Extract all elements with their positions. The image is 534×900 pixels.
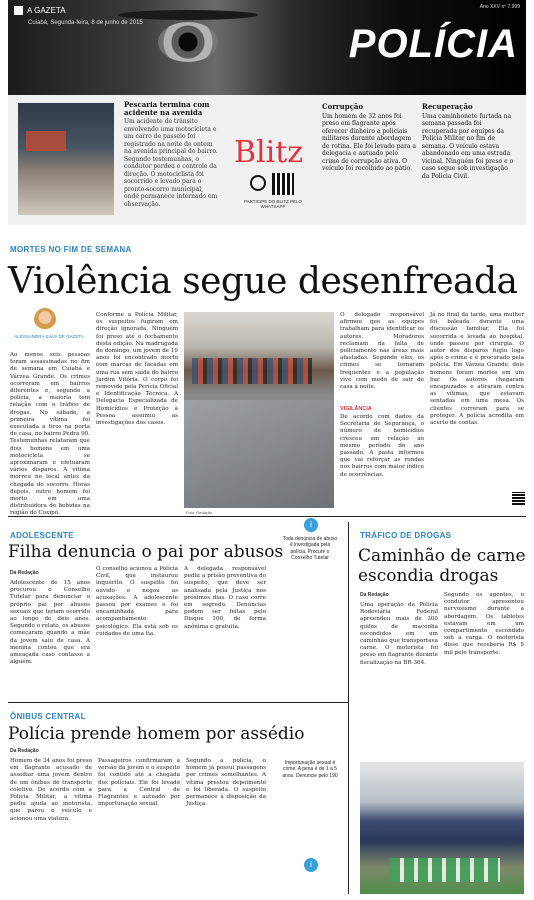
main-col-1: Ao menos seis pessoas foram assassinadas no fim de semana em Cuiabá e Várzea Grande. Os crimes ocorreram em bairros diferentes e, segundo a polícia, a maioria tem relação com o tráfico de drogas. No sábado, a primeira vítima foi executada a tiros na porta de casa, no bairro Pedra 90. Testemunhas relataram que dois homens em uma motocicleta se aproximaram e efetuaram vários disparos. A vítima morreu no local antes da chegada do socorro. Horas depois, outro homem foi morto em uma distribuidora de bebidas na região do Coxipó. xyxy=(10,352,90,517)
masthead-name: A GAZETA xyxy=(27,6,66,15)
main-headline: Violência segue desenfreada xyxy=(8,261,518,302)
issue-date: Cuiabá, Segunda-feira, 8 de junho de 2015 xyxy=(28,20,143,26)
strip-col-corruption-title: Corrupção xyxy=(322,102,364,111)
header-art-eye xyxy=(158,22,218,62)
issue-number: Ano XXV nº 7.999 xyxy=(479,4,520,10)
header-art-brow xyxy=(118,10,258,20)
main-col-4: Já no final da tarde, uma mulher foi baleada durante uma discussão familiar. Ela foi socorrida e levada ao hospital, onde passou por cirurgia. O autor dos disparos fugiu logo após o crime e é procurado pela polícia. Em Várzea Grande, dois homens foram mortos em um bar. Os autores chegaram encapuzados e atiraram contra as vítimas, que estavam sentadas em uma mesa. Os clientes correram para se proteger. A polícia acredita em acerto de contas. xyxy=(430,312,524,427)
blitz-logo: Blitz xyxy=(234,135,304,170)
crime-scene-photo xyxy=(184,312,334,508)
blitz-strip xyxy=(8,95,526,225)
harass-byline: Da Redação xyxy=(10,748,39,754)
strip-lead-title: Pescaria termina com acidente na avenida xyxy=(124,100,210,117)
strip-lead-body: Um acidente de trânsito envolvendo uma motocicleta e um carro de passeio foi registrado na noite de ontem na avenida principal do bairro. Segundo testemunhas, o condutor perdeu o controle da direção. O motociclista foi socorrido e levado para o pronto-socorro municipal, onde permanece internado em observação. xyxy=(124,118,218,208)
strip-col-recovery xyxy=(422,103,516,180)
strip-col-corruption-body: Um homem de 32 anos foi preso em flagrante após oferecer dinheiro a policiais militares durante abordagem de rotina. Ele foi levado para a delegacia e autuado pelo crime de corrupção ativa. O veículo foi recolhido ao pátio. xyxy=(322,112,416,172)
section-header xyxy=(8,0,526,95)
info-badge-icon-2: i xyxy=(304,858,318,872)
author-avatar xyxy=(34,308,56,332)
truck-col-1: Uma operação da Polícia Rodoviária Federal apreendeu mais de 300 quilos de maconha escondidos em um caminhão que transportava carne. O motorista foi preso em flagrante durante fiscalização na BR-364. xyxy=(360,602,438,666)
abuse-headline: Filha denuncia o pai por abusos xyxy=(8,542,284,562)
abuse-col-3: A delegada responsável pediu a prisão preventiva do suspeito, que deve ser analisada pela Justiça nos próximos dias. O caso corre em segredo. Denúncias podem ser feitas pelo Disque 100, de forma anônima e gratuita. xyxy=(184,566,266,630)
abuse-col-1: Adolescente de 15 anos procurou o Conselho Tutelar para denunciar o próprio pai por abusos sexuais que teriam ocorrido ao longo de dois anos. Segundo o relato, os abusos começaram quando a mãe da jovem saiu de casa. A menina contou que era ameaçada caso contasse a alguém. xyxy=(10,580,90,666)
truck-col-2: Segundo os agentes, o condutor apresentou nervosismo durante a abordagem. Os tabletes estavam em um compartimento escondido sob a carga. O motorista disse que receberia R$ 5 mil pelo transporte. xyxy=(444,592,524,656)
harass-headline: Polícia prende homem por assédio xyxy=(8,724,305,744)
seized-drugs-photo xyxy=(360,762,524,894)
harass-side-note: Importunação sexual é crime. A pena é de 1 a 5 anos. Denuncie pelo 190 xyxy=(282,760,338,779)
main-col-2: Conforme a Polícia Militar, os suspeitos fugiram em direção ignorada. Ninguém foi preso até o fechamento desta edição. Na madrugada de domingo, um jovem de 19 anos foi encontrado morto com marcas de facadas em uma rua sem saída do bairro Jardim Vitória. O corpo foi removido pela Perícia Oficial e Identificação Técnica. A Delegacia Especializada de Homicídios e Proteção à Pessoa assumiu as investigações dos casos. xyxy=(96,312,178,427)
strip-col-recovery-body: Uma caminhonete furtada na semana passada foi recuperada por equipes da Polícia Militar no fim de semana. O veículo estava abandonado em uma estrada vicinal. Ninguém foi preso e o caso segue sob investigação da Polícia Civil. xyxy=(422,112,514,180)
abuse-byline: Da Redação xyxy=(10,570,39,576)
truck-kicker: TRÁFICO DE DROGAS xyxy=(360,531,452,540)
author-name: ALESSANDRA SILVA DE GAZETA xyxy=(14,334,84,339)
harass-col-1: Homem de 34 anos foi preso em flagrante acusado de assediar uma jovem dentro de um ônibus do transporte coletivo. De acordo com a Polícia Militar, a vítima pediu ajuda ao motorista, que parou o veículo e acionou uma viatura. xyxy=(10,758,92,822)
whatsapp-icon xyxy=(250,175,266,191)
strip-lead xyxy=(124,101,218,208)
abuse-col-2: O conselho acionou a Polícia Civil, que instaurou inquérito. O suspeito foi ouvido e negou as acusações. A adolescente passou por exames e foi encaminhada para acompanhamento psicológico. Ela está sob os cuidados de uma tia. xyxy=(96,566,178,637)
strip-col-recovery-title: Recuperação xyxy=(422,102,473,111)
harass-col-3: Segundo a polícia, o homem já possui passagens por crimes semelhantes. A vítima prestou depoimento e foi liberada. O suspeito permanece à disposição da Justiça. xyxy=(186,758,266,808)
section-divider xyxy=(8,516,526,517)
info-badge-icon: i xyxy=(304,518,318,532)
qr-code-icon xyxy=(272,173,294,195)
main-col-3b: De acordo com dados da Secretaria de Segurança, o número de homicídios cresceu em relação ao mesmo período do ano passado. A pasta informou que vai reforçar as rondas nos bairros com maior índice de ocorrências. xyxy=(340,414,424,478)
truck-headline: Caminhão de carne escondia drogas xyxy=(358,546,526,586)
qr-caption: PARTICIPE DO BLITZ PELO WHATSAPP xyxy=(243,199,303,209)
accident-photo xyxy=(18,103,114,215)
section-title: POLÍCIA xyxy=(348,22,518,66)
abuse-side-note: Toda denúncia de abuso é investigada pela polícia. Procure o Conselho Tutelar xyxy=(282,536,338,562)
photo-credit: Foto: Redação xyxy=(186,510,213,515)
main-col-3: O delegado responsável afirmou que as equipes trabalham para identificar os autores. Moradores reclamam da falta de policiamento nas áreas mais afastadas. Segundo eles, os crimes se tornaram frequentes e a população vive com medo de sair de casa à noite. xyxy=(340,312,424,391)
abuse-kicker: ADOLESCENTE xyxy=(10,531,74,540)
truck-byline: Da Redação xyxy=(360,592,389,598)
main-kicker: MORTES NO FIM DE SEMANA xyxy=(10,245,132,254)
harass-kicker: ÔNIBUS CENTRAL xyxy=(10,712,86,721)
main-sub-kicker: VIGILÂNCIA xyxy=(340,406,372,412)
harass-col-2: Passageiros confirmaram a versão da jovem e o suspeito foi contido até a chegada dos policiais. Ele foi levado para a Central de Flagrantes e autuado por importunação sexual. xyxy=(98,758,180,808)
story-divider xyxy=(8,702,348,703)
column-divider xyxy=(348,522,349,894)
small-qr-icon xyxy=(512,492,525,505)
masthead xyxy=(14,6,66,15)
strip-col-corruption xyxy=(322,103,416,173)
masthead-logo-icon xyxy=(14,6,23,15)
